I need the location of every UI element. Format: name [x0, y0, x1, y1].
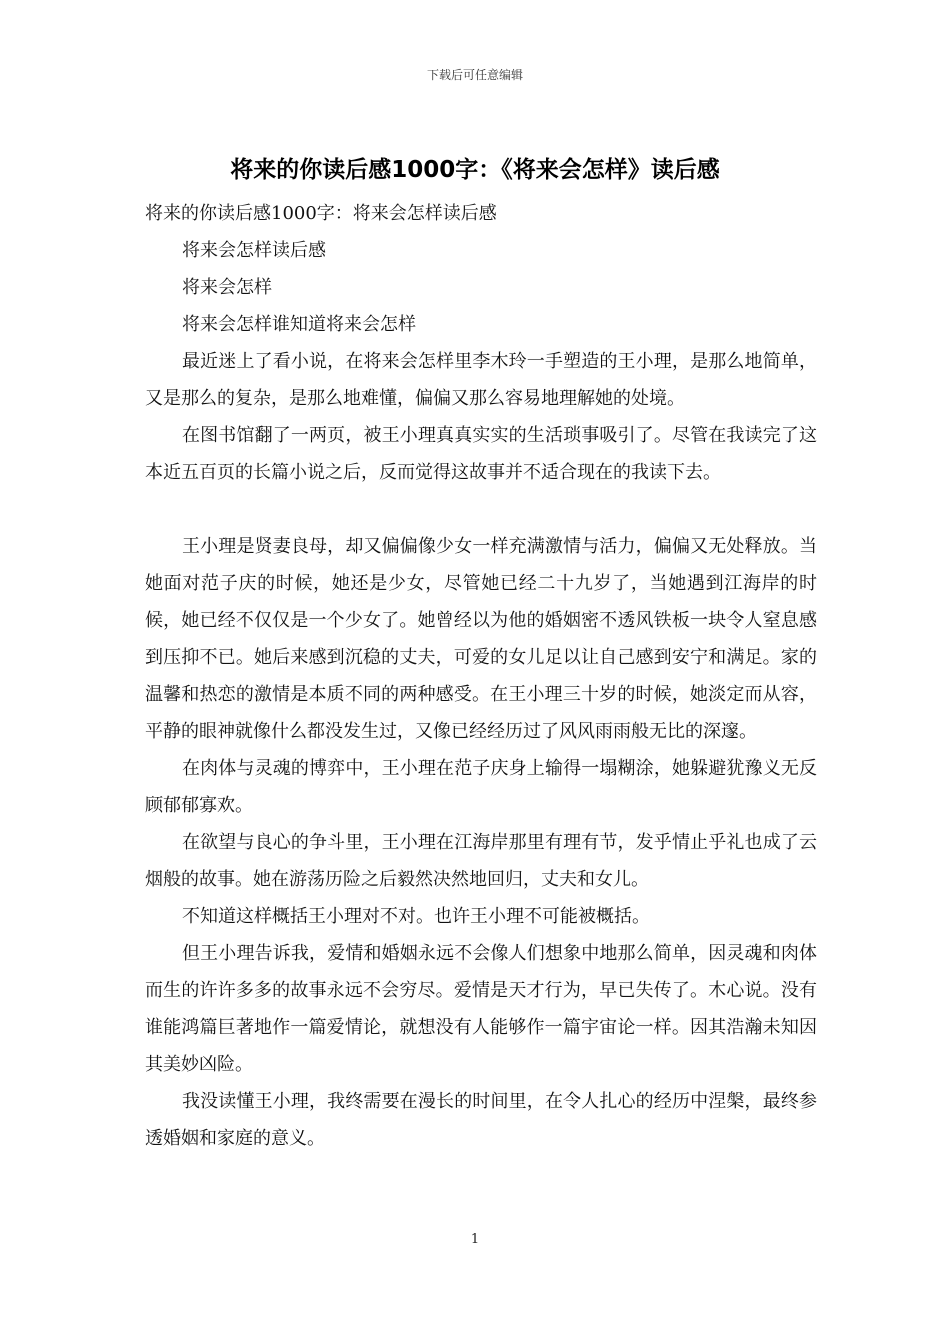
body-line: 将来会怎样谁知道将来会怎样	[182, 314, 416, 335]
body-paragraph: 王小理是贤妻良母，却又偏偏像少女一样充满激情与活力，偏偏又无处释放。当她面对范子庆的时候，她还是少女，尽管她已经二十九岁了，当她遇到江海岸的时候，她已经不仅仅是一个少女了。她曾经以为他的婚姻密不透风铁板一块令人窒息感到压抑不已。她后来感到沉稳的丈夫，可爱的女儿足以让自己感到安宁和满足。家的温馨和热恋的激情是本质不同的两种感受。在王小理三十岁的时候，她淡定而从容，平静的眼神就像什么都没发生过，又像已经经历过了风风雨雨般无比的深邃。	[145, 536, 817, 742]
page-number: 1	[470, 1232, 480, 1247]
body-line: 将来会怎样	[182, 277, 272, 298]
document-subtitle: 将来的你读后感1000字：将来会怎样读后感	[145, 203, 497, 224]
body-paragraph: 但王小理告诉我，爱情和婚姻永远不会像人们想象中地那么简单，因灵魂和肉体而生的许许多多的故事永远不会穷尽。爱情是天才行为，早已失传了。木心说。没有谁能鸿篇巨著地作一篇爱情论，就想没有人能够作一篇宇宙论一样。因其浩瀚未知因其美妙凶险。	[145, 943, 817, 1075]
document-body	[145, 195, 817, 1157]
body-line: 将来会怎样读后感	[182, 240, 326, 261]
body-paragraph: 在图书馆翻了一两页，被王小理真真实实的生活琐事吸引了。尽管在我读完了这本近五百页的长篇小说之后，反而觉得这故事并不适合现在的我读下去。	[145, 425, 817, 483]
paragraph-spacer	[145, 491, 817, 528]
document-title: 将来的你读后感1000字：《将来会怎样》读后感	[230, 157, 720, 183]
body-paragraph: 在肉体与灵魂的博弈中，王小理在范子庆身上输得一塌糊涂，她躲避犹豫义无反顾郁郁寡欢。	[145, 758, 817, 816]
body-paragraph: 不知道这样概括王小理对不对。也许王小理不可能被概括。	[182, 906, 650, 927]
body-paragraph: 我没读懂王小理，我终需要在漫长的时间里，在令人扎心的经历中涅槃，最终参透婚姻和家庭的意义。	[145, 1091, 817, 1149]
body-paragraph: 最近迷上了看小说，在将来会怎样里李木玲一手塑造的王小理，是那么地简单，又是那么的复杂，是那么地难懂，偏偏又那么容易地理解她的处境。	[145, 351, 817, 409]
body-paragraph: 在欲望与良心的争斗里，王小理在江海岸那里有理有节，发乎情止乎礼也成了云烟般的故事。她在游荡历险之后毅然决然地回归，丈夫和女儿。	[145, 832, 817, 890]
header-note: 下载后可任意编辑	[426, 68, 523, 82]
